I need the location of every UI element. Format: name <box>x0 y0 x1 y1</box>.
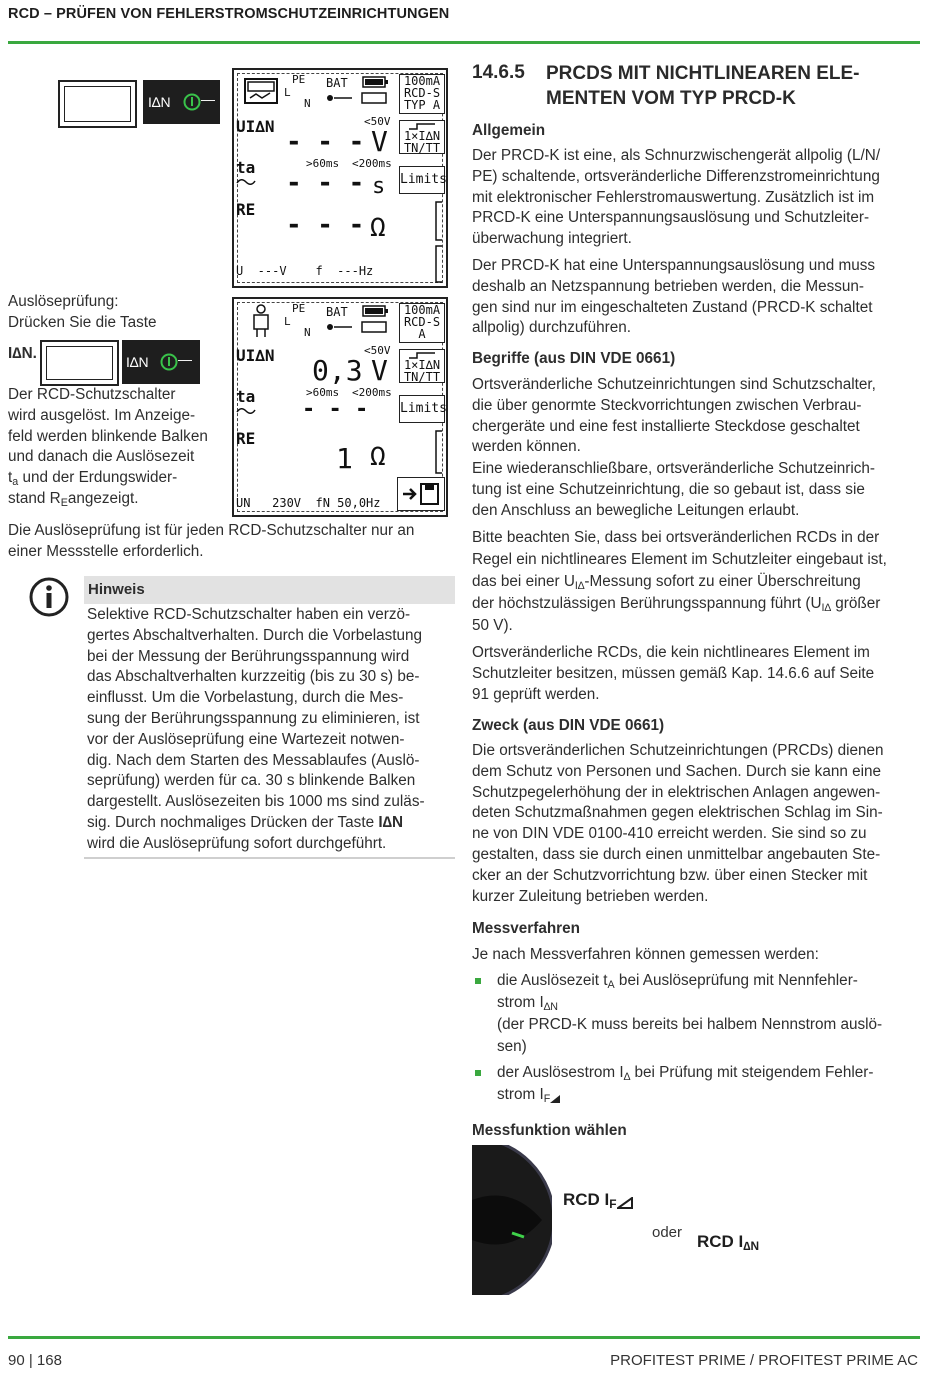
hint-title-bar <box>84 576 455 604</box>
save-softkey[interactable] <box>397 477 445 511</box>
text-line: gen sind nur im eingeschalteten Zustand (PRCD-K schaltet <box>472 298 873 316</box>
text-line: die über genormte Steckvorrichtungen zwischen Verbrau- <box>472 396 862 414</box>
text-line: den Anschluss an bewegliche Leitungen erlaubt. <box>472 501 800 519</box>
hint-title: Hinweis <box>88 581 145 598</box>
dial-label-subscript: F <box>609 1197 617 1211</box>
bat-label: BAT <box>326 305 348 319</box>
key-label-i-delta-n-2 <box>122 340 200 384</box>
softkey-multiplier[interactable] <box>399 120 445 154</box>
u-label: UI∆N <box>236 117 275 136</box>
l-label: L <box>284 315 291 328</box>
softkey-multiplier[interactable] <box>399 349 445 383</box>
text-line: stand $R_Eangezeigt$. <box>8 489 139 509</box>
text-line: Selektive RCD-Schutzschalter haben ein verzö- <box>87 606 411 623</box>
key-button-illustration <box>58 80 137 128</box>
text-line: Regel ein nichtlineares Element im Schutzleiter eingebaut ist, <box>472 551 887 568</box>
bullet-ausloesezeit <box>497 970 882 1058</box>
softkey-line-3: A <box>418 327 426 341</box>
dial-label-oder: oder <box>652 1224 683 1241</box>
text-line: das Abschaltverhalten kurzzeitig (bis zu 30 s) be- <box>87 668 420 686</box>
pe-label: PE <box>292 302 306 315</box>
ac-wave-icon <box>236 177 256 187</box>
bat-label: BAT <box>326 76 348 90</box>
text-line: das bei einer $U_{I\Delta}$-Messung sofort zu einer Überschreitung <box>472 573 861 592</box>
text-line: der höchstzulässigen Berührungsspannung führt ($U_{I\Delta}$ größer <box>472 595 881 614</box>
text-line: einer Messstelle erforderlich. <box>8 542 204 560</box>
key-label-text: I∆N <box>148 94 171 110</box>
text-line: Die Auslöseprüfung ist für jeden RCD-Schutzschalter nur an <box>8 522 415 539</box>
meter-icon <box>244 78 278 104</box>
text-line: allpolig) durchzuführen. <box>472 319 632 337</box>
text-line: Der PRCD-K ist eine, als Schnurzwischengerät allpolig (L/N/ <box>472 147 881 164</box>
text-line: feld werden blinkende Balken <box>8 427 208 445</box>
text-line: Drücken Sie die Taste <box>8 313 157 331</box>
para-allgemein-2 <box>472 256 875 339</box>
text-line: Ortsveränderliche Schutzeinrichtungen sind Schutzschalter, <box>472 376 876 393</box>
text-line: bei der Messung der Berührungsspannung wird <box>87 647 410 665</box>
key-ref-i-delta-n: I∆N. <box>8 345 37 362</box>
softkey-limits[interactable]: Limits <box>399 395 445 423</box>
text-line: Bitte beachten Sie, dass bei ortsveränderlichen RCDs in der <box>472 529 880 546</box>
ta-limit-max: <200ms <box>352 157 392 170</box>
ta-label: ta <box>236 158 256 177</box>
section-title <box>546 61 860 111</box>
key-label-dash: — <box>178 351 192 367</box>
softkey-line-2: RCD-S <box>403 86 441 100</box>
hint-body <box>87 605 457 855</box>
heading-allgemein: Allgemein <box>472 122 546 139</box>
hint-bottom-rule <box>84 857 455 859</box>
lcd-display-1 <box>232 68 448 288</box>
softkey-line-1: 100mA <box>403 303 441 317</box>
para-bitte-beachten <box>472 527 887 637</box>
ramp-triangle-icon <box>550 1095 560 1103</box>
text-line: dig. Nach dem Starten des Messablaufes (Auslö- <box>87 751 420 769</box>
text-line: dem Schutz von Personen und Sachen. Durch sie kann eine <box>472 762 882 780</box>
dial-label-text: RCD I <box>563 1190 610 1209</box>
text-line: mit elektronischer Fehlerstromauswertung. Zusätzlich ist im <box>472 188 875 206</box>
bottom-status: UN 230V fN 50,0Hz <box>236 496 381 510</box>
softkey-line-2: TN/TT <box>403 370 441 384</box>
text-line: vor der Auslöseprüfung eine Wartezeit notwen- <box>87 730 405 748</box>
rotary-switch-illustration[interactable] <box>472 1145 552 1295</box>
softkey-line-2: TN/TT <box>403 141 441 155</box>
text-line: werden können. <box>472 438 581 456</box>
bracket-icon <box>432 429 446 475</box>
re-unit: Ω <box>370 213 386 243</box>
status-bar-icon <box>326 320 390 334</box>
text-line: strom $I_F$ <box>497 1084 873 1106</box>
text-line: sen) <box>497 1038 527 1055</box>
power-on-icon <box>160 353 178 371</box>
ta-limit-max: <200ms <box>352 386 392 399</box>
bottom-status: U ---V f ---Hz <box>236 264 374 278</box>
softkey-rcd-type[interactable] <box>399 303 445 343</box>
text-line: gestalten, dass sie durch einen unmittelbar angebauten Ste- <box>472 845 881 863</box>
text-line: Der RCD-Schutzschalter <box>8 386 176 403</box>
pe-label: PE <box>292 73 306 86</box>
text-line: dargestellt. Auslösezeiten bis 1000 ms sind zuläs- <box>87 793 425 811</box>
softkey-rcd-type[interactable] <box>399 74 445 114</box>
text-line: sig. Durch nochmaliges Drücken der Taste I∆N <box>87 813 403 831</box>
product-name: PROFITEST PRIME / PROFITEST PRIME AC <box>610 1352 918 1369</box>
heading-zweck: Zweck (aus DIN VDE 0661) <box>472 717 665 734</box>
ta-limit-min: >60ms <box>306 386 340 399</box>
text-line: Der PRCD-K hat eine Unterspannungsauslösung und muss <box>472 257 876 274</box>
dial-label-rcd-idn <box>697 1232 759 1252</box>
ta-limit-min: >60ms <box>306 157 340 170</box>
u-value: - - - <box>286 127 365 157</box>
title-line: PRCDS MIT NICHTLINEAREN ELE- <box>546 63 860 84</box>
title-line: MENTEN VOM TYP PRCD-K <box>546 88 796 109</box>
u-value: 0,3 <box>312 354 363 387</box>
text-line: strom $I_{\Delta N}$ <box>497 994 559 1013</box>
softkey-line-3: TYP A <box>403 98 441 112</box>
text-line: die Auslösezeit $t_A$ bei Auslöseprüfung mit Nennfehler- <box>497 972 858 991</box>
l-label: L <box>284 86 291 99</box>
softkey-line-2: RCD-S <box>403 315 441 329</box>
n-label: N <box>304 97 311 110</box>
page-number: 90 | 168 <box>8 1352 62 1369</box>
key-ref-i-delta-n: I∆N <box>378 813 403 831</box>
softkey-line-1: 100mA <box>403 74 441 88</box>
text-line: deten Schutzmaßnahmen gegen elektrischen Schlag im Sin- <box>472 804 883 822</box>
heading-messverfahren: Messverfahren <box>472 920 580 937</box>
text-line: Eine wiederanschließbare, ortsveränderliche Schutzeinrich- <box>472 460 876 477</box>
dial-label-subscript: ∆N <box>743 1239 760 1253</box>
para-allgemein-1 <box>472 146 880 250</box>
text-line: 50 V). <box>472 617 513 634</box>
u-limit: <50V <box>364 344 391 357</box>
key-label-text: I∆N <box>126 354 149 370</box>
text-line: gertes Abschaltverhalten. Durch die Vorbelastung <box>87 626 423 644</box>
text-line: ne von DIN VDE 0100-410 erreicht werden. Sie sind so zu <box>472 825 867 843</box>
bullet-marker <box>475 1070 481 1076</box>
ac-wave-icon <box>236 406 256 416</box>
rotary-knob-icon <box>472 1145 552 1295</box>
text-line: wird ausgelöst. Im Anzeige- <box>8 406 196 424</box>
text-line: überwachung integriert. <box>472 230 632 248</box>
re-value: - - - <box>286 210 365 240</box>
text-line: PE) schaltende, ortsveränderliche Differenzstromeinrichtung <box>472 167 880 185</box>
text-line: 91 geprüft werden. <box>472 685 600 703</box>
u-limit: <50V <box>364 115 391 128</box>
text-line: Auslöseprüfung: <box>8 293 119 310</box>
text-line: kurzer Zuleitung betrieben werden. <box>472 887 709 905</box>
para-ausloese-2 <box>8 385 228 510</box>
softkey-limits[interactable]: Limits <box>399 166 445 194</box>
text-line: (der PRCD-K muss bereits bei halbem Nennstrom auslö- <box>497 1016 883 1033</box>
n-label: N <box>304 326 311 339</box>
text-line: chergeräte und eine fest installierte Steckdose geschaltet <box>472 417 860 435</box>
para-ausloese-1 <box>8 292 157 334</box>
person-icon <box>246 303 276 339</box>
ramp-triangle-icon <box>617 1197 633 1209</box>
bullet-ausloesestrom <box>497 1062 873 1106</box>
text-line: und danach die Auslösezeit <box>8 448 195 466</box>
u-label: UI∆N <box>236 346 275 365</box>
status-bar-icon <box>326 91 390 105</box>
u-unit: V <box>371 125 388 158</box>
text-line: seprüfung) werden für ca. 30 s blinkende Balken <box>87 772 416 790</box>
info-icon <box>28 576 70 618</box>
text-line: Schutzpegelerhöhung der in elektrischen Anlagen angewen- <box>472 783 881 801</box>
battery-icon <box>362 305 390 317</box>
text-line: einflusst. Um die Vorbelastung, durch die Mes- <box>87 689 404 707</box>
key-button-illustration-2 <box>40 340 119 386</box>
dial-label-text: RCD I <box>697 1232 744 1251</box>
footer-rule <box>8 1336 920 1339</box>
key-label-dash: — <box>201 91 215 107</box>
text-line: Ortsveränderliche RCDs, die kein nichtlineares Element im <box>472 644 870 661</box>
text-line: der Auslösestrom $I_\Delta$ bei Prüfung mit steigendem Fehler- <box>497 1064 874 1083</box>
messverfahren-intro: Je nach Messverfahren können gemessen werden: <box>472 946 819 963</box>
para-ortsveraenderlich <box>472 643 874 705</box>
section-number: 14.6.5 <box>472 62 525 83</box>
para-zweck <box>472 741 884 907</box>
text-line: sung der Berührungsspannung zu eliminieren, ist <box>87 709 420 727</box>
re-unit: Ω <box>370 442 386 472</box>
softkey-line-1: 1×I∆N <box>403 358 441 372</box>
text-line: PRCD-K eine Unterspannungsauslösung und Schutzleiter- <box>472 209 870 227</box>
text-line: Schutzleiter besitzen, müssen gemäß Kap. 14.6.6 auf Seite <box>472 664 875 682</box>
battery-icon <box>362 76 390 88</box>
text-line: tung ist eine Schutzeinrichtung, die so gebaut ist, dass sie <box>472 480 865 498</box>
text-line: Die ortsveränderlichen Schutzeinrichtungen (PRCDs) dienen <box>472 742 884 759</box>
para-begriffe-2 <box>472 459 875 521</box>
re-label: RE <box>236 429 256 448</box>
ta-unit: s <box>372 174 386 199</box>
para-ausloese-3 <box>8 521 414 563</box>
bullet-marker <box>475 978 481 984</box>
key-label-i-delta-n <box>143 80 220 124</box>
bracket-icon <box>432 200 446 284</box>
dial-label-rcd-if <box>563 1190 633 1210</box>
text-line: $t_a$ und der Erdungswider- <box>8 469 178 489</box>
ta-value: - - - <box>286 168 365 198</box>
header-rule <box>8 41 920 44</box>
re-label: RE <box>236 200 256 219</box>
text-line: wird die Auslöseprüfung sofort durchgeführt. <box>87 834 387 852</box>
para-begriffe-1 <box>472 375 876 458</box>
text-line: deshalb an Netzspannung betrieben werden, die Messun- <box>472 277 865 295</box>
text-line: cker an der Schutzvorrichtung bzw. über einen Stecker mit <box>472 866 868 884</box>
save-to-disk-icon <box>401 481 441 507</box>
power-on-icon <box>183 93 201 111</box>
heading-messfunktion: Messfunktion wählen <box>472 1122 627 1139</box>
u-unit: V <box>371 354 388 387</box>
ta-value: - - - <box>302 397 369 422</box>
lcd-display-2 <box>232 297 448 517</box>
ta-label: ta <box>236 387 256 406</box>
running-header: RCD – PRÜFEN VON FEHLERSTROMSCHUTZEINRICHTUNGEN <box>8 6 450 22</box>
heading-begriffe: Begriffe (aus DIN VDE 0661) <box>472 350 676 367</box>
re-value: 1 <box>336 442 353 475</box>
softkey-line-1: 1×I∆N <box>403 129 441 143</box>
